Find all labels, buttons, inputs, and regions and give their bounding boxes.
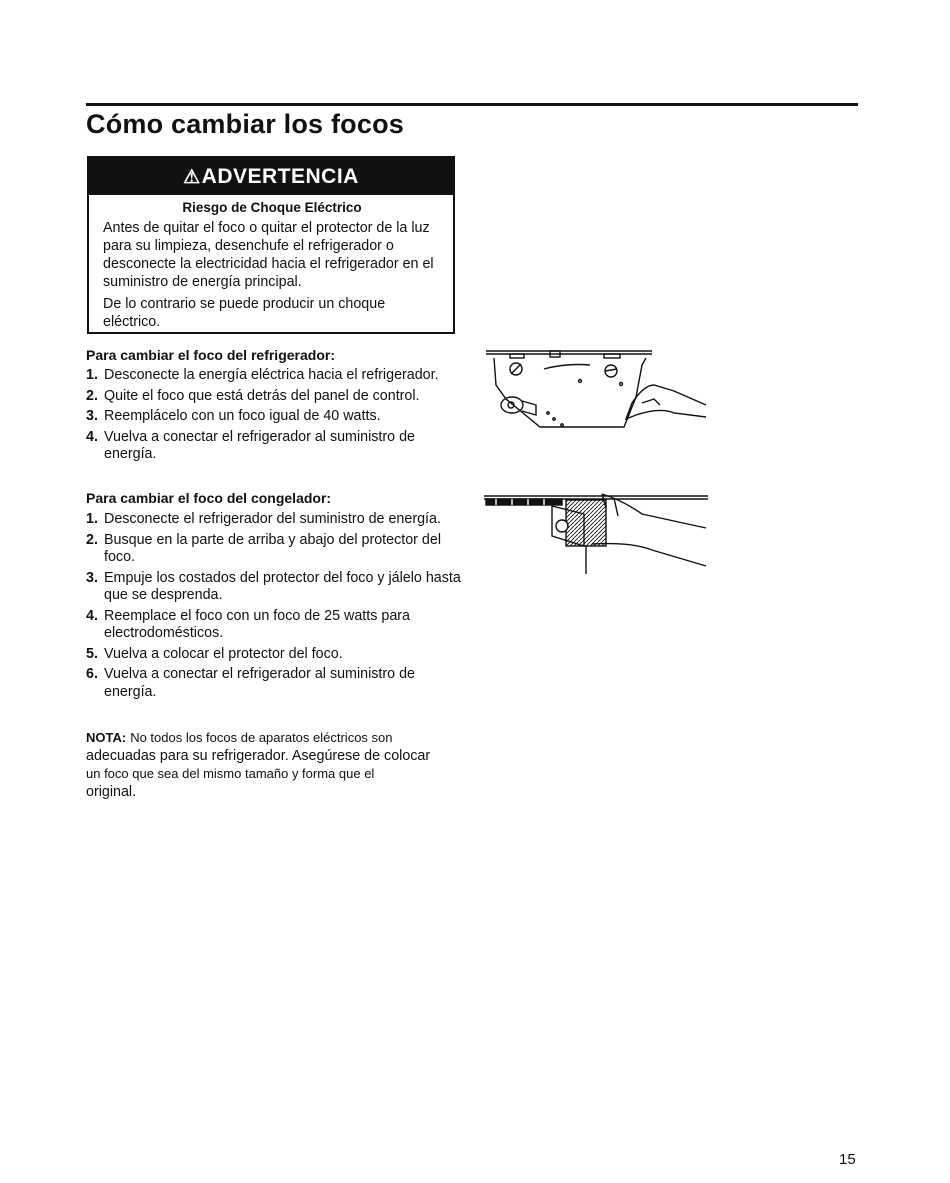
list-item: 2. Quite el foco que está detrás del panel de control. <box>86 387 420 404</box>
list-item: 1. Desconecte la energía eléctrica hacia el refrigerador. <box>86 367 439 383</box>
freezer-steps-list <box>86 511 466 704</box>
list-item: 4. Reemplace el foco con un foco de 25 watts para electrodomésticos. <box>86 607 410 641</box>
list-item: 3. Empuje los costados del protector del foco y jálelo hasta que se desprenda. <box>86 569 461 603</box>
warning-paragraph-2: De lo contrario se puede producir un choque eléctrico. <box>103 296 386 330</box>
list-item: 2. Busque en la parte de arriba y abajo del protector del foco. <box>86 531 441 565</box>
note-paragraph <box>86 729 458 801</box>
note-text-3: un foco que sea del mismo tamaño y forma que el <box>86 766 375 781</box>
list-item: 6. Vuelva a conectar el refrigerador al suministro de energía. <box>86 666 415 700</box>
note-text-2: adecuadas para su refrigerador. Asegúrese de colocar <box>86 748 431 764</box>
warning-triangle-icon: ⚠ <box>183 167 201 188</box>
title-rule <box>86 103 858 106</box>
fridge-steps-list <box>86 367 466 467</box>
list-item: 5. Vuelva a colocar el protector del foco. <box>86 645 343 662</box>
page-title: Cómo cambiar los focos <box>86 109 404 139</box>
warning-paragraph-1: Antes de quitar el foco o quitar el protector de la luz para su limpieza, desenchufe el refrigerador o desconecte la electricidad hacia el refrigerador en el suministro de energía principal. <box>103 220 434 290</box>
list-item: 1. Desconecte el refrigerador del suministro de energía. <box>86 511 441 527</box>
fridge-bulb-illustration <box>484 343 712 435</box>
note-text-4: original. <box>86 784 137 800</box>
fridge-section-heading: Para cambiar el foco del refrigerador: <box>86 347 335 363</box>
warning-box <box>87 156 455 334</box>
list-item: 4. Vuelva a conectar el refrigerador al suministro de energía. <box>86 428 415 462</box>
warning-subtitle: Riesgo de Choque Eléctrico <box>182 200 362 215</box>
warning-header-label: ADVERTENCIA <box>201 165 359 188</box>
note-label: NOTA: <box>86 730 127 745</box>
freezer-bulb-illustration <box>482 486 712 578</box>
page-number: 15 <box>839 1151 856 1168</box>
warning-header <box>89 158 453 195</box>
note-text-1: No todos los focos de aparatos eléctricos son <box>130 730 393 745</box>
list-item: 3. Reemplácelo con un foco igual de 40 watts. <box>86 408 381 424</box>
freezer-section-heading: Para cambiar el foco del congelador: <box>86 490 332 506</box>
warning-body <box>89 195 453 331</box>
